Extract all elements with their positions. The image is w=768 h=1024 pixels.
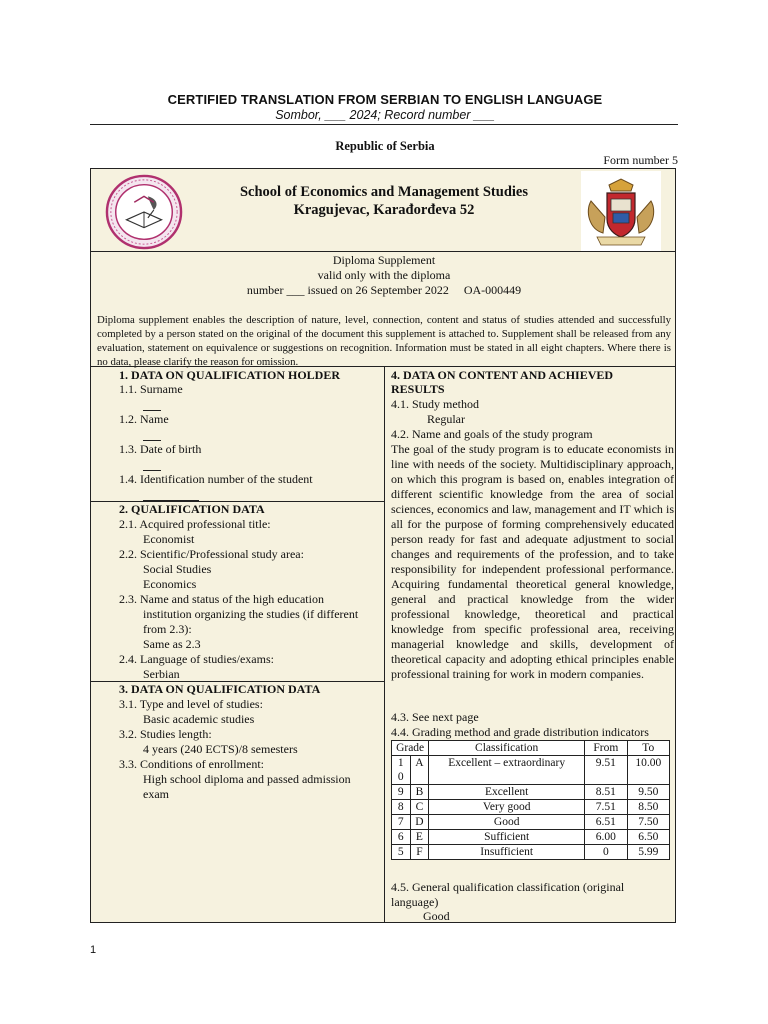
grade-number: 5: [392, 845, 411, 860]
name-blank: [143, 440, 161, 441]
coat-of-arms-icon: [581, 171, 661, 251]
grade-header: Grade: [392, 741, 429, 756]
header-divider: [90, 124, 678, 125]
supplement-title: Diploma Supplement: [332, 253, 436, 267]
diploma-supplement-form: [90, 168, 676, 923]
document-header-title: CERTIFIED TRANSLATION FROM SERBIAN TO ENGLISH LANGUAGE: [167, 92, 603, 107]
grade-classification: Very good: [429, 800, 585, 815]
page-number: 1: [90, 944, 97, 956]
form-number: Form number 5: [603, 153, 678, 167]
grade-number: 9: [392, 785, 411, 800]
see-next-page: 4.3. See next page: [391, 710, 479, 724]
grade-from: 8.51: [585, 785, 627, 800]
study-type-value: Basic academic studies: [143, 712, 255, 726]
divider-line: [91, 251, 675, 252]
grade-classification: Excellent: [429, 785, 585, 800]
grade-to: 6.50: [627, 830, 669, 845]
section2-title: 2. QUALIFICATION DATA: [119, 502, 265, 516]
grade-letter: D: [410, 815, 429, 830]
grade-letter: C: [410, 800, 429, 815]
column-divider: [384, 366, 385, 923]
grade-number: 1 0: [392, 756, 411, 785]
table-row: [392, 830, 670, 845]
surname-label: 1.1. Surname: [119, 382, 183, 396]
surname-blank: [143, 410, 161, 411]
enrollment-value-2: exam: [143, 787, 169, 801]
professional-title-value: Economist: [143, 532, 195, 546]
date-of-birth-label: 1.3. Date of birth: [119, 442, 202, 456]
grade-from: 6.51: [585, 815, 627, 830]
grade-from: 6.00: [585, 830, 627, 845]
classification-header: Classification: [429, 741, 585, 756]
school-address: Kragujevac, Karađorđeva 52: [293, 202, 475, 218]
grade-classification: Good: [429, 815, 585, 830]
study-method-value: Regular: [427, 412, 465, 426]
study-program-label: 4.2. Name and goals of the study program: [391, 427, 593, 441]
language-value: Serbian: [143, 667, 180, 681]
grade-number: 7: [392, 815, 411, 830]
institution-label-line2: institution organizing the studies (if different: [143, 607, 359, 621]
grade-table-header: [392, 741, 670, 756]
table-row: [392, 756, 670, 785]
grade-classification: Excellent – extraordinary: [429, 756, 585, 785]
school-name-line1: School of Economics and Management Studies: [239, 184, 528, 200]
grade-letter: E: [410, 830, 429, 845]
from-header: From: [585, 741, 627, 756]
enrollment-value-1: High school diploma and passed admission: [143, 772, 351, 786]
qualification-classification-value: Good: [423, 909, 450, 923]
school-seal-icon: [105, 173, 183, 251]
table-row: [392, 845, 670, 860]
study-area-value-2: Economics: [143, 577, 197, 591]
section4-title-line2: RESULTS: [391, 382, 445, 396]
study-type-label: 3.1. Type and level of studies:: [119, 697, 263, 711]
institution-label-line1: 2.3. Name and status of the high education: [119, 592, 324, 606]
grade-from: 0: [585, 845, 627, 860]
divider-line: [91, 366, 675, 367]
institution-label-line3: from 2.3):: [143, 622, 192, 636]
study-length-label: 3.2. Studies length:: [119, 727, 212, 741]
grade-letter: F: [410, 845, 429, 860]
grade-from: 7.51: [585, 800, 627, 815]
study-area-value-1: Social Studies: [143, 562, 212, 576]
grading-method-label: 4.4. Grading method and grade distribution indicators: [391, 725, 649, 739]
study-area-label: 2.2. Scientific/Professional study area:: [119, 547, 304, 561]
enrollment-label: 3.3. Conditions of enrollment:: [119, 757, 264, 771]
qualification-classification-label-1: 4.5. General qualification classification (original: [391, 880, 625, 894]
to-header: To: [627, 741, 669, 756]
grade-to: 10.00: [627, 756, 669, 785]
section3-title: 3. DATA ON QUALIFICATION DATA: [119, 682, 321, 696]
study-method-label: 4.1. Study method: [391, 397, 480, 411]
qualification-classification-label-2: language): [391, 895, 439, 909]
table-row: [392, 815, 670, 830]
table-row: [392, 800, 670, 815]
supplement-validity: valid only with the diploma: [317, 268, 451, 282]
grade-table: [391, 740, 670, 860]
study-length-value: 4 years (240 ECTS)/8 semesters: [143, 742, 298, 756]
professional-title-label: 2.1. Acquired professional title:: [119, 517, 271, 531]
grade-to: 7.50: [627, 815, 669, 830]
grade-to: 9.50: [627, 785, 669, 800]
table-row: [392, 785, 670, 800]
grade-to: 5.99: [627, 845, 669, 860]
student-id-label: 1.4. Identification number of the student: [119, 472, 313, 486]
grade-letter: A: [410, 756, 429, 785]
grade-to: 8.50: [627, 800, 669, 815]
grade-from: 9.51: [585, 756, 627, 785]
document-header-subtitle: Sombor, ___ 2024; Record number ___: [275, 108, 495, 122]
republic-heading: Republic of Serbia: [335, 139, 435, 153]
supplement-note: Diploma supplement enables the description of nature, level, connection, content and status of studies attended and successfully completed by a person stated on the original of the document this supplement is attached to. Supplement shall be released from any evaluation, statement on equivalence or suggestions on recognition. Information must be stated in all eight chapters. Where there is no data, please clarify the reason for omission.: [97, 314, 671, 368]
grade-number: 6: [392, 830, 411, 845]
grade-letter: B: [410, 785, 429, 800]
section1-title: 1. DATA ON QUALIFICATION HOLDER: [119, 368, 341, 382]
supplement-number: number ___ issued on 26 September 2022 OA-000449: [246, 283, 522, 297]
language-label: 2.4. Language of studies/exams:: [119, 652, 274, 666]
institution-value: Same as 2.3: [143, 637, 201, 651]
grade-classification: Sufficient: [429, 830, 585, 845]
study-program-goal: The goal of the study program is to educate economists in line with needs of the society. Multidisciplinary approach, on which this program is based on, enables integration of different scientific knowledge from the area of social sciences, economics and law, management and IT which is all for the purpose of forming comprehensively educated person ready for fast and adequate adjustment to social changes and requirements of the profession, and to take responsibility for independent professional performance. Acquiring fundamental theoretical general knowledge, general and practical knowledge from the wider professional knowledge, theoretical and practical knowledge from specific professional area, receiving managerial knowledge and skills, development of theoretical capacity and adopting ethical principles enable professional training for work in modern companies.: [391, 442, 674, 681]
name-label: 1.2. Name: [119, 412, 169, 426]
grade-number: 8: [392, 800, 411, 815]
supplement-info: [191, 253, 577, 298]
school-name: [191, 183, 577, 219]
grade-classification: Insufficient: [429, 845, 585, 860]
section4-title-line1: 4. DATA ON CONTENT AND ACHIEVED: [391, 368, 614, 382]
date-of-birth-blank: [143, 470, 161, 471]
